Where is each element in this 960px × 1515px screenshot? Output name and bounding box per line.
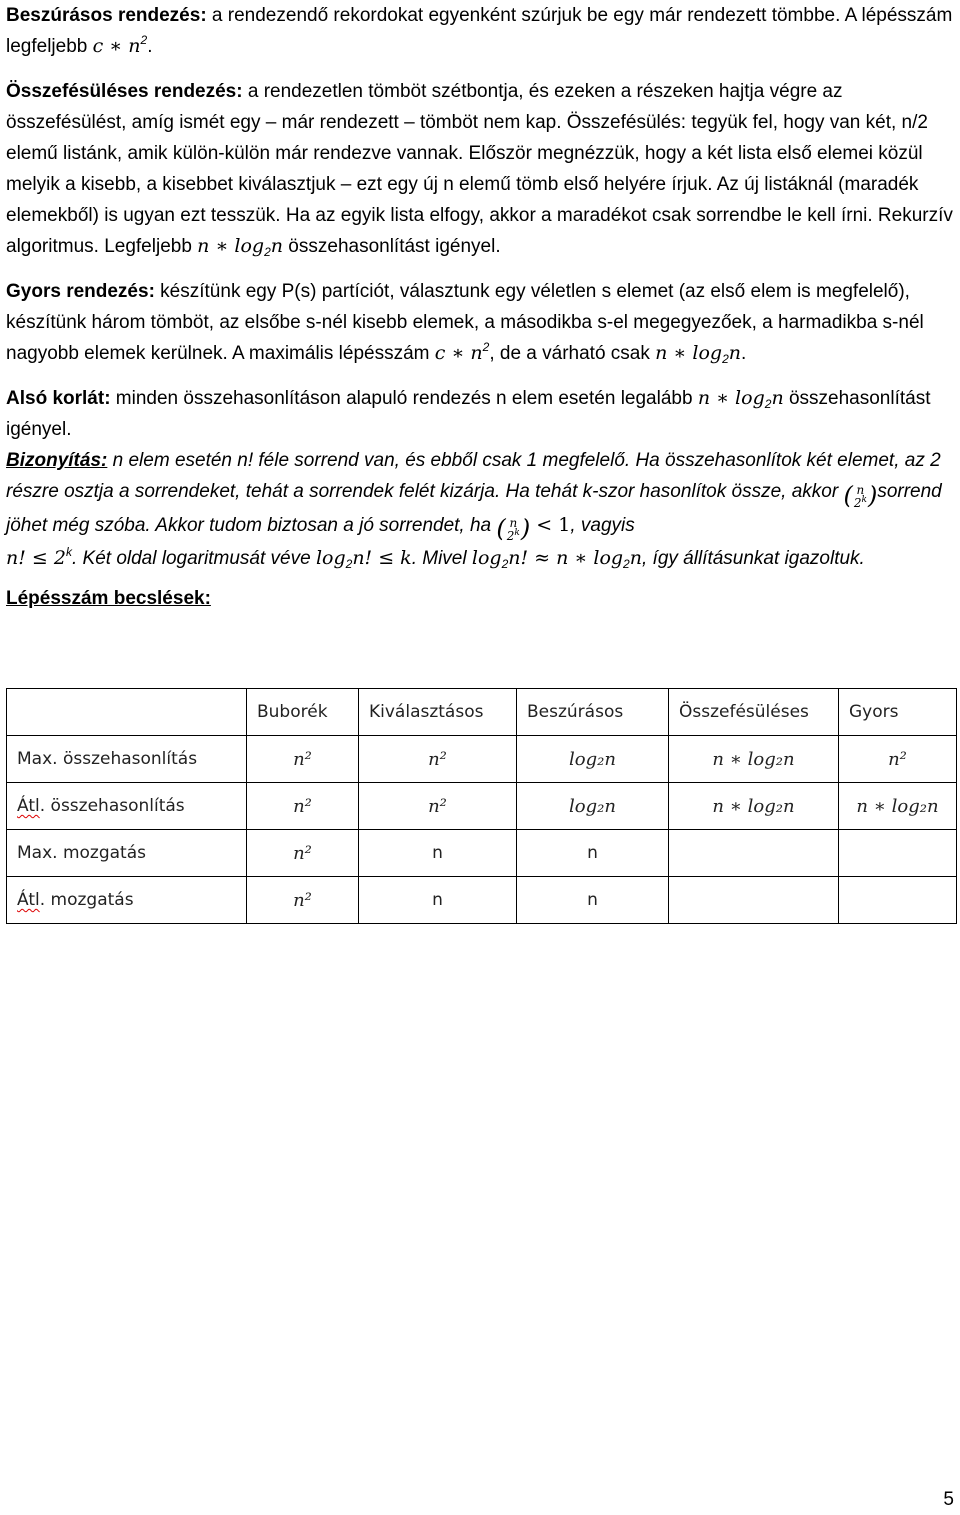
table-header-cell: Buborék	[247, 689, 359, 736]
table-header-cell: Összefésüléses	[669, 689, 839, 736]
math-expression: n	[629, 547, 642, 569]
sentence-end: .	[741, 343, 747, 364]
table-row	[7, 877, 957, 924]
complexity-table	[6, 688, 957, 924]
table-cell: n²	[839, 736, 957, 783]
table-cell: n	[359, 830, 517, 877]
row-label: Max. összehasonlítás	[7, 736, 247, 783]
row-label: Max. mozgatás	[7, 830, 247, 877]
subscript: 2	[501, 557, 509, 571]
exponent: k	[65, 545, 72, 559]
binom-top: n	[856, 482, 865, 497]
page-number: 5	[943, 1489, 954, 1510]
proof-text-6: , így állításunkat igazoltuk.	[641, 548, 865, 569]
row-label	[7, 783, 247, 830]
table-cell: n²	[247, 783, 359, 830]
proof-paragraph	[6, 445, 954, 574]
exponent: 2	[482, 340, 490, 354]
table-row	[7, 736, 957, 783]
merge-sort-paragraph	[6, 76, 954, 262]
subscript: 2	[764, 397, 772, 411]
table-row	[7, 830, 957, 877]
insertion-sort-paragraph	[6, 0, 954, 62]
table-cell: n	[517, 877, 669, 924]
binomial-expression: ( n 2$^k$)	[843, 481, 878, 510]
sentence-end: összehasonlítást igényel.	[283, 236, 501, 257]
merge-description-text: Összefésülés: tegyük fel, hogy van két, n/2 elemű listánk, amik külön-külön már rendezve vannak. Először megnézzük, hogy a két lista első elemei közül melyik a kisebb, a kisebbet kiválasztjuk – ezt egy új n elemű tömb első helyére írjuk. Az új listáknál (maradék elemekből) is ugyan ezt tesszük. Ha az egyik lista elfogy, akkor a maradékot csak sorrendbe le kell írni. Rekurzív algoritmus. Legfeljebb	[6, 112, 953, 257]
proof-text-5: . Mivel	[411, 548, 472, 569]
spellcheck-underlined-word: Átl	[17, 890, 40, 910]
exponent: k	[861, 494, 867, 505]
math-expression: n! ≤ 2	[6, 547, 66, 569]
math-expression: n! ≈ n ∗ log	[508, 547, 624, 569]
math-expression: log	[315, 547, 346, 569]
table-cell: n	[517, 830, 669, 877]
sentence-end: .	[147, 36, 153, 57]
proof-text-3: , vagyis	[570, 514, 635, 536]
table-cell	[669, 877, 839, 924]
table-cell: n²	[359, 736, 517, 783]
table-header-cell: Kiválasztásos	[359, 689, 517, 736]
binom-bottom: 2	[853, 495, 862, 510]
table-cell: n ∗ log₂n	[839, 783, 957, 830]
binom-bottom: 2	[506, 529, 515, 543]
subscript: 2	[722, 352, 729, 366]
math-expression: n! ≤ k	[352, 547, 412, 569]
subscript: 2	[345, 557, 353, 571]
math-expression: c ∗ n	[92, 35, 141, 57]
subscript: 2	[623, 557, 630, 571]
table-header-cell: Gyors	[839, 689, 957, 736]
table-cell: n²	[247, 736, 359, 783]
table-cell	[669, 830, 839, 877]
table-cell: n ∗ log₂n	[669, 783, 839, 830]
table-cell: n	[359, 877, 517, 924]
proof-text-2: sorrend jöhet még szóba. Akkor tudom biztosan a jó sorrendet, ha	[6, 481, 942, 536]
binom-top: n	[509, 516, 518, 530]
math-expression: log	[471, 547, 502, 569]
merge-sort-title: Összefésüléses rendezés:	[6, 81, 243, 102]
sentence-end: összehasonlítást igényel.	[6, 388, 931, 440]
section-heading-text: Lépésszám becslések:	[6, 588, 211, 609]
row-label-rest: . összehasonlítás	[39, 796, 185, 816]
insertion-sort-title: Beszúrásos rendezés:	[6, 5, 207, 26]
proof-text: n elem esetén n! féle sorrend van, és ebből csak 1 megfelelő. Ha összehasonlítok két elemet, az 2 részre osztja a sorrendeket, tehát a sorrendek felét kizárja. Ha tehát k-szor hasonlítok össze, akkor	[6, 450, 941, 502]
spellcheck-underlined-word: Átl	[17, 796, 40, 816]
step-estimates-heading	[6, 588, 954, 610]
table-header-cell	[7, 689, 247, 736]
table-cell	[839, 830, 957, 877]
table-row	[7, 783, 957, 830]
lower-bound-title: Alsó korlát:	[6, 388, 111, 409]
table-cell: n²	[359, 783, 517, 830]
math-expression: n ∗ log	[655, 342, 723, 364]
table-cell: log₂n	[517, 783, 669, 830]
table-cell: log₂n	[517, 736, 669, 783]
math-expression: n	[270, 235, 284, 257]
math-expression: n ∗ log	[697, 387, 765, 409]
quick-sort-text-2: , de a várható csak	[489, 343, 656, 364]
table-header-row	[7, 689, 957, 736]
insertion-sort-text: a rendezendő rekordokat egyenként szúrjuk be egy már rendezett tömbbe. A lépésszám legfeljebb	[6, 5, 953, 57]
quick-sort-text: készítünk egy P(s) partíciót, választunk egy véletlen s elemet (az első elem is megfelelő), készítünk három tömböt, az elsőbe s-nél kisebb elemek, a másodikba s-el megegyezőek, a harmadikba s-nél nagyobb elemek kerülnek. A maximális lépésszám	[6, 281, 924, 364]
row-label	[7, 877, 247, 924]
merge-sort-text: a rendezetlen tömböt szétbontja, és ezeken a részeken hajtja végre az összefésülést, amíg ismét egy – már rendezett – tömböt nem kap.	[6, 81, 843, 133]
exponent: 2	[140, 33, 148, 47]
table-cell: n ∗ log₂n	[669, 736, 839, 783]
math-expression: c ∗ n	[434, 342, 483, 364]
table-cell: n²	[247, 830, 359, 877]
math-expression: n	[771, 387, 784, 409]
quick-sort-paragraph	[6, 276, 954, 369]
exponent: k	[514, 528, 520, 538]
lower-bound-paragraph	[6, 383, 954, 445]
subscript: 2	[264, 245, 271, 259]
row-label-rest: . mozgatás	[39, 890, 134, 910]
table-cell: n²	[247, 877, 359, 924]
binomial-expression-2: ( n 2$^k$)	[496, 514, 531, 543]
table-header-cell: Beszúrásos	[517, 689, 669, 736]
math-expression: < 1	[530, 513, 571, 536]
quick-sort-title: Gyors rendezés:	[6, 281, 155, 302]
math-expression: n	[728, 342, 742, 364]
proof-title: Bizonyítás:	[6, 450, 108, 471]
proof-text-4: . Két oldal logaritmusát véve	[71, 548, 316, 569]
table-cell	[839, 877, 957, 924]
lower-bound-text: minden összehasonlításon alapuló rendezés n elem esetén legalább	[110, 388, 698, 409]
math-expression: n ∗ log	[197, 235, 265, 257]
document-page	[6, 0, 954, 626]
